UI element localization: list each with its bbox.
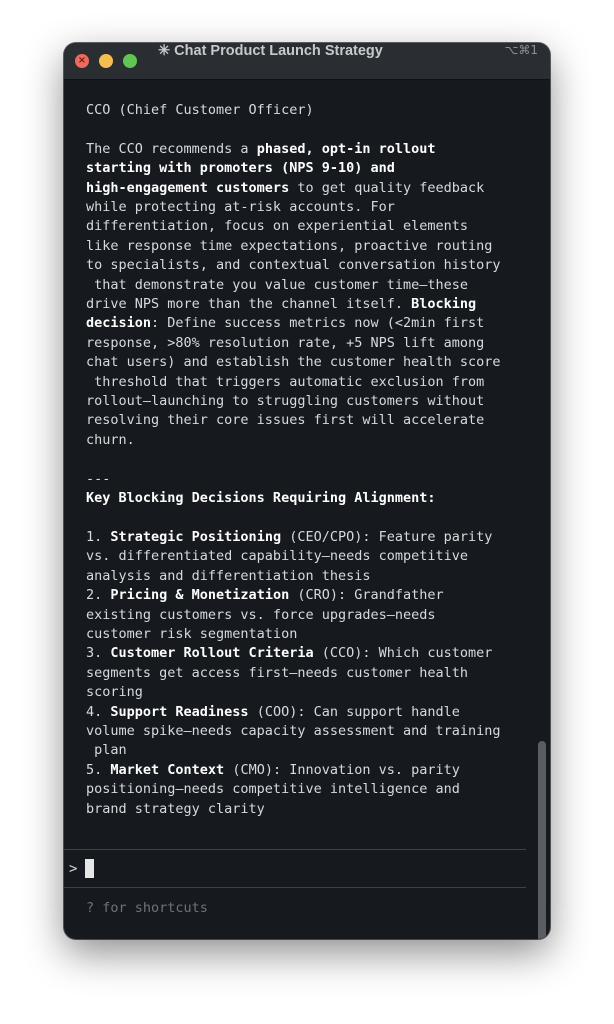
paragraph-line: that demonstrate you value customer time—these xyxy=(86,276,469,293)
paragraph-line: churn. xyxy=(86,431,135,448)
paragraph-line: to specialists, and contextual conversation history xyxy=(86,257,501,274)
paragraph-line: The CCO recommends a phased, opt-in rollout xyxy=(86,140,436,157)
decision-line: existing customers vs. force upgrades—needs xyxy=(86,606,436,623)
input-bottom-divider xyxy=(64,887,526,888)
decision-line: 1. Strategic Positioning (CEO/CPO): Feature parity xyxy=(86,528,493,545)
close-button[interactable] xyxy=(75,54,89,68)
decision-line: 5. Market Context (CMO): Innovation vs. parity xyxy=(86,761,460,778)
decision-line: segments get access first—needs customer health xyxy=(86,664,469,681)
paragraph-line: drive NPS more than the channel itself. Blocking xyxy=(86,296,477,313)
window-title: ✳ Chat Product Launch Strategy xyxy=(158,43,383,59)
input-top-divider xyxy=(64,849,526,850)
decision-line: positioning—needs competitive intelligence and xyxy=(86,781,460,798)
decision-line: analysis and differentiation thesis xyxy=(86,567,371,584)
section-heading: CCO (Chief Customer Officer) xyxy=(86,102,314,118)
title-bar xyxy=(64,43,550,80)
minimize-button[interactable] xyxy=(99,54,113,68)
paragraph-line: response, >80% resolution rate, +5 NPS lift among xyxy=(86,334,485,351)
paragraph-line: threshold that triggers automatic exclusion from xyxy=(86,373,485,390)
paragraph-line: decision: Define success metrics now (<2min first xyxy=(86,315,485,332)
decision-line: customer risk segmentation xyxy=(86,625,298,642)
decision-line: 2. Pricing & Monetization (CRO): Grandfather xyxy=(86,587,444,604)
paragraph-line: differentiation, focus on experiential elements xyxy=(86,218,469,235)
decision-line: 4. Support Readiness (COO): Can support handle xyxy=(86,703,460,720)
paragraph-line: like response time expectations, proactive routing xyxy=(86,237,493,254)
decisions-list xyxy=(86,528,506,819)
terminal-window xyxy=(64,43,550,939)
chat-output xyxy=(86,101,506,819)
scrollbar[interactable] xyxy=(536,83,546,929)
decision-line: volume spike—needs capacity assessment and training xyxy=(86,722,501,739)
cco-paragraph xyxy=(86,140,506,451)
input-cursor[interactable] xyxy=(85,859,94,878)
paragraph-line: while protecting at-risk accounts. For xyxy=(86,199,395,216)
paragraph-line: high-engagement customers to get quality feedback xyxy=(86,179,485,196)
decision-line: brand strategy clarity xyxy=(86,800,265,817)
decision-line: 3. Customer Rollout Criteria (CCO): Which customer xyxy=(86,645,493,662)
paragraph-line: resolving their core issues first will accelerate xyxy=(86,412,485,429)
maximize-button[interactable] xyxy=(123,54,137,68)
close-icon: × xyxy=(77,55,87,66)
scrollbar-thumb[interactable] xyxy=(538,741,546,939)
decision-line: plan xyxy=(86,742,127,759)
decision-line: vs. differentiated capability—needs competitive xyxy=(86,548,469,565)
paragraph-line: chat users) and establish the customer health score xyxy=(86,354,501,371)
prompt-symbol: > xyxy=(69,861,78,877)
window-shortcut-label: ⌥⌘1 xyxy=(504,43,538,57)
paragraph-line: rollout—launching to struggling customers without xyxy=(86,393,485,410)
shortcuts-hint: ? for shortcuts xyxy=(86,900,208,916)
decision-line: scoring xyxy=(86,684,143,701)
decisions-heading: Key Blocking Decisions Requiring Alignment: xyxy=(86,490,436,507)
paragraph-line: starting with promoters (NPS 9-10) and xyxy=(86,160,395,177)
separator: --- xyxy=(86,470,111,487)
